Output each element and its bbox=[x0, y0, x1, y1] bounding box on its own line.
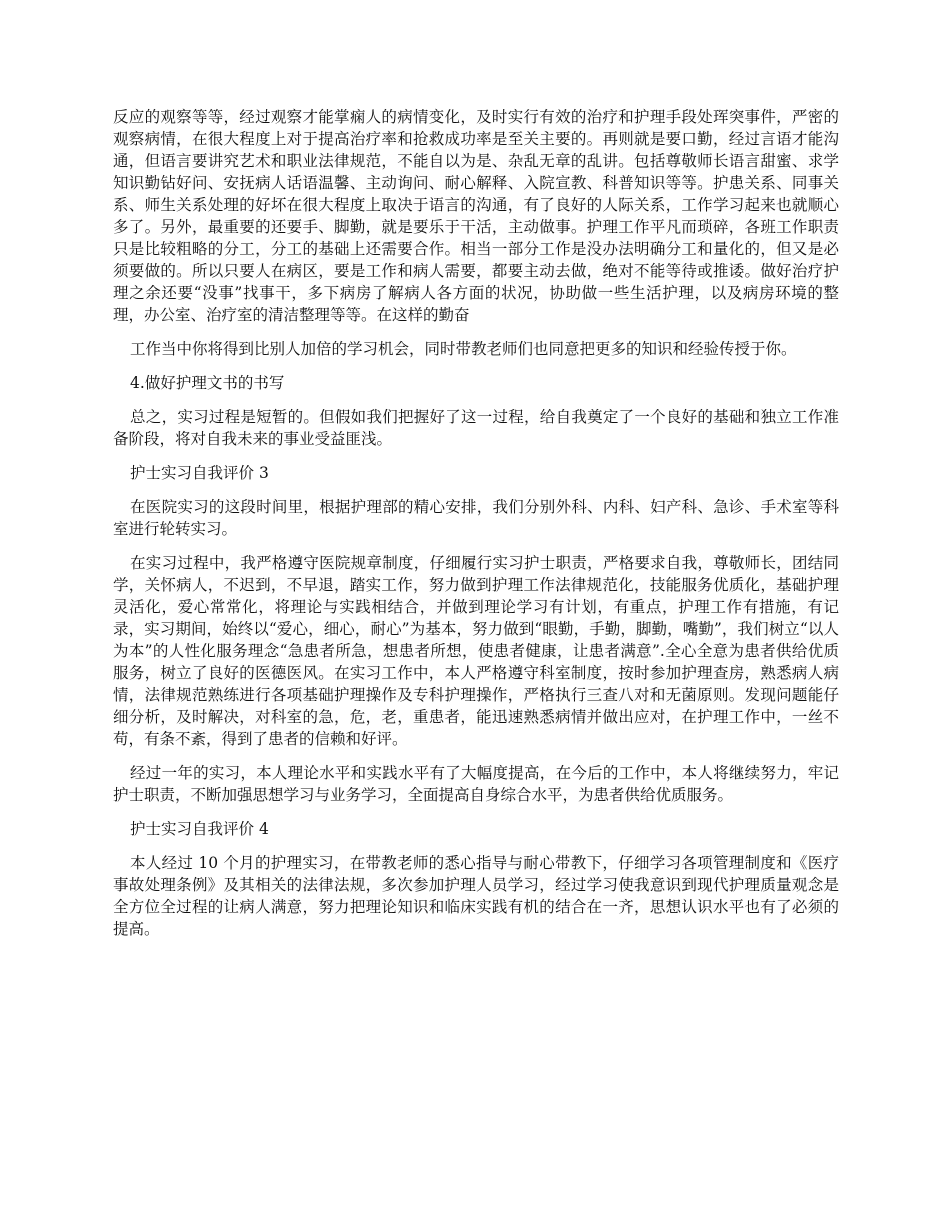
section-heading-evaluation-4: 护士实习自我评价 4 bbox=[130, 820, 269, 838]
paragraph-one-year: 经过一年的实习，本人理论水平和实践水平有了大幅度提高，在今后的工作中，本人将继续努力，牢记护士职责，不断加强思想学习与业务学习，全面提高自身综合水平，为患者供给优质服务。 bbox=[113, 764, 839, 804]
section-heading-nursing-records: 4.做好护理文书的书写 bbox=[130, 374, 285, 392]
paragraph-rotation: 在医院实习的这段时间里，根据护理部的精心安排，我们分别外科、内科、妇产科、急诊、手术室等科室进行轮转实习。 bbox=[113, 498, 839, 538]
paragraph-summary: 总之，实习过程是短暂的。但假如我们把握好了这一过程，给自我奠定了一个良好的基础和独立工作准备阶段，将对自我未来的事业受益匪浅。 bbox=[113, 408, 839, 448]
document-page bbox=[113, 106, 839, 952]
paragraph-learning-opportunity: 工作当中你将得到比别人加倍的学习机会，同时带教老师们也同意把更多的知识和经验传授于你。 bbox=[130, 340, 797, 358]
section-heading-evaluation-3: 护士实习自我评价 3 bbox=[130, 464, 269, 482]
paragraph-internship-process: 在实习过程中，我严格遵守医院规章制度，仔细履行实习护士职责，严格要求自我，尊敬师长，团结同学，关怀病人，不迟到，不早退，踏实工作，努力做到护理工作法律规范化，技能服务优质化，基础护理灵活化，爱心常常化，将理论与实践相结合，并做到理论学习有计划，有重点，护理工作有措施，有记录，实习期间，始终以“爱心，细心，耐心”为基本，努力做到“眼勤，手勤，脚勤，嘴勤”，我们树立“以人为本”的人性化服务理念“急患者所急，想患者所想，使患者健康，让患者满意”.全心全意为患者供给优质服务，树立了良好的医德医风。在实习工作中，本人严格遵守科室制度，按时参加护理查房，熟悉病人病情，法律规范熟练进行各项基础护理操作及专科护理操作，严格执行三查八对和无菌原则。发现问题能仔细分析，及时解决，对科室的急，危，老，重患者，能迅速熟悉病情并做出应对，在护理工作中，一丝不苟，有条不紊，得到了患者的信赖和好评。 bbox=[113, 554, 839, 748]
paragraph-observation: 反应的观察等等，经过观察才能掌痫人的病情变化，及时实行有效的治疗和护理手段处珲突事件，严密的观察病情，在很大程度上对于提高治疗率和抢救成功率是至关主要的。再则就是要口勤，经过言语才能沟通，但语言要讲究艺术和职业法律规范，不能自以为是、杂乱无章的乱讲。包括尊敬师长语言甜蜜、求学知识勤钻好问、安抚病人话语温馨、主动询问、耐心解释、入院宣教、科普知识等等。护患关系、同事关系、师生关系处理的好坏在很大程度上取决于语言的沟通，有了良好的人际关系，工作学习起来也就顺心多了。另外，最重要的还要手、脚勤，就是要乐于干活，主动做事。护理工作平凡而琐碎，各班工作职责只是比较粗略的分工，分工的基础上还需要合作。相当一部分工作是没办法明确分工和量化的，但又是必须要做的。所以只要人在病区，要是工作和病人需要，都要主动去做，绝对不能等待或推诿。做好治疗护理之余还要“没事”找事干，多下病房了解病人各方面的状况，协助做一些生活护理，以及病房环境的整理，办公室、治疗室的清洁整理等等。在这样的勤奋 bbox=[113, 108, 839, 324]
paragraph-ten-months: 本人经过 10 个月的护理实习，在带教老师的悉心指导与耐心带教下，仔细学习各项管理制度和《医疗事故处理条例》及其相关的法律法规，多次参加护理人员学习，经过学习使我意识到现代护理质量观念是全方位全过程的让病人满意，努力把理论知识和临床实践有机的结合在一齐，思想认识水平也有了必须的提高。 bbox=[113, 854, 839, 938]
